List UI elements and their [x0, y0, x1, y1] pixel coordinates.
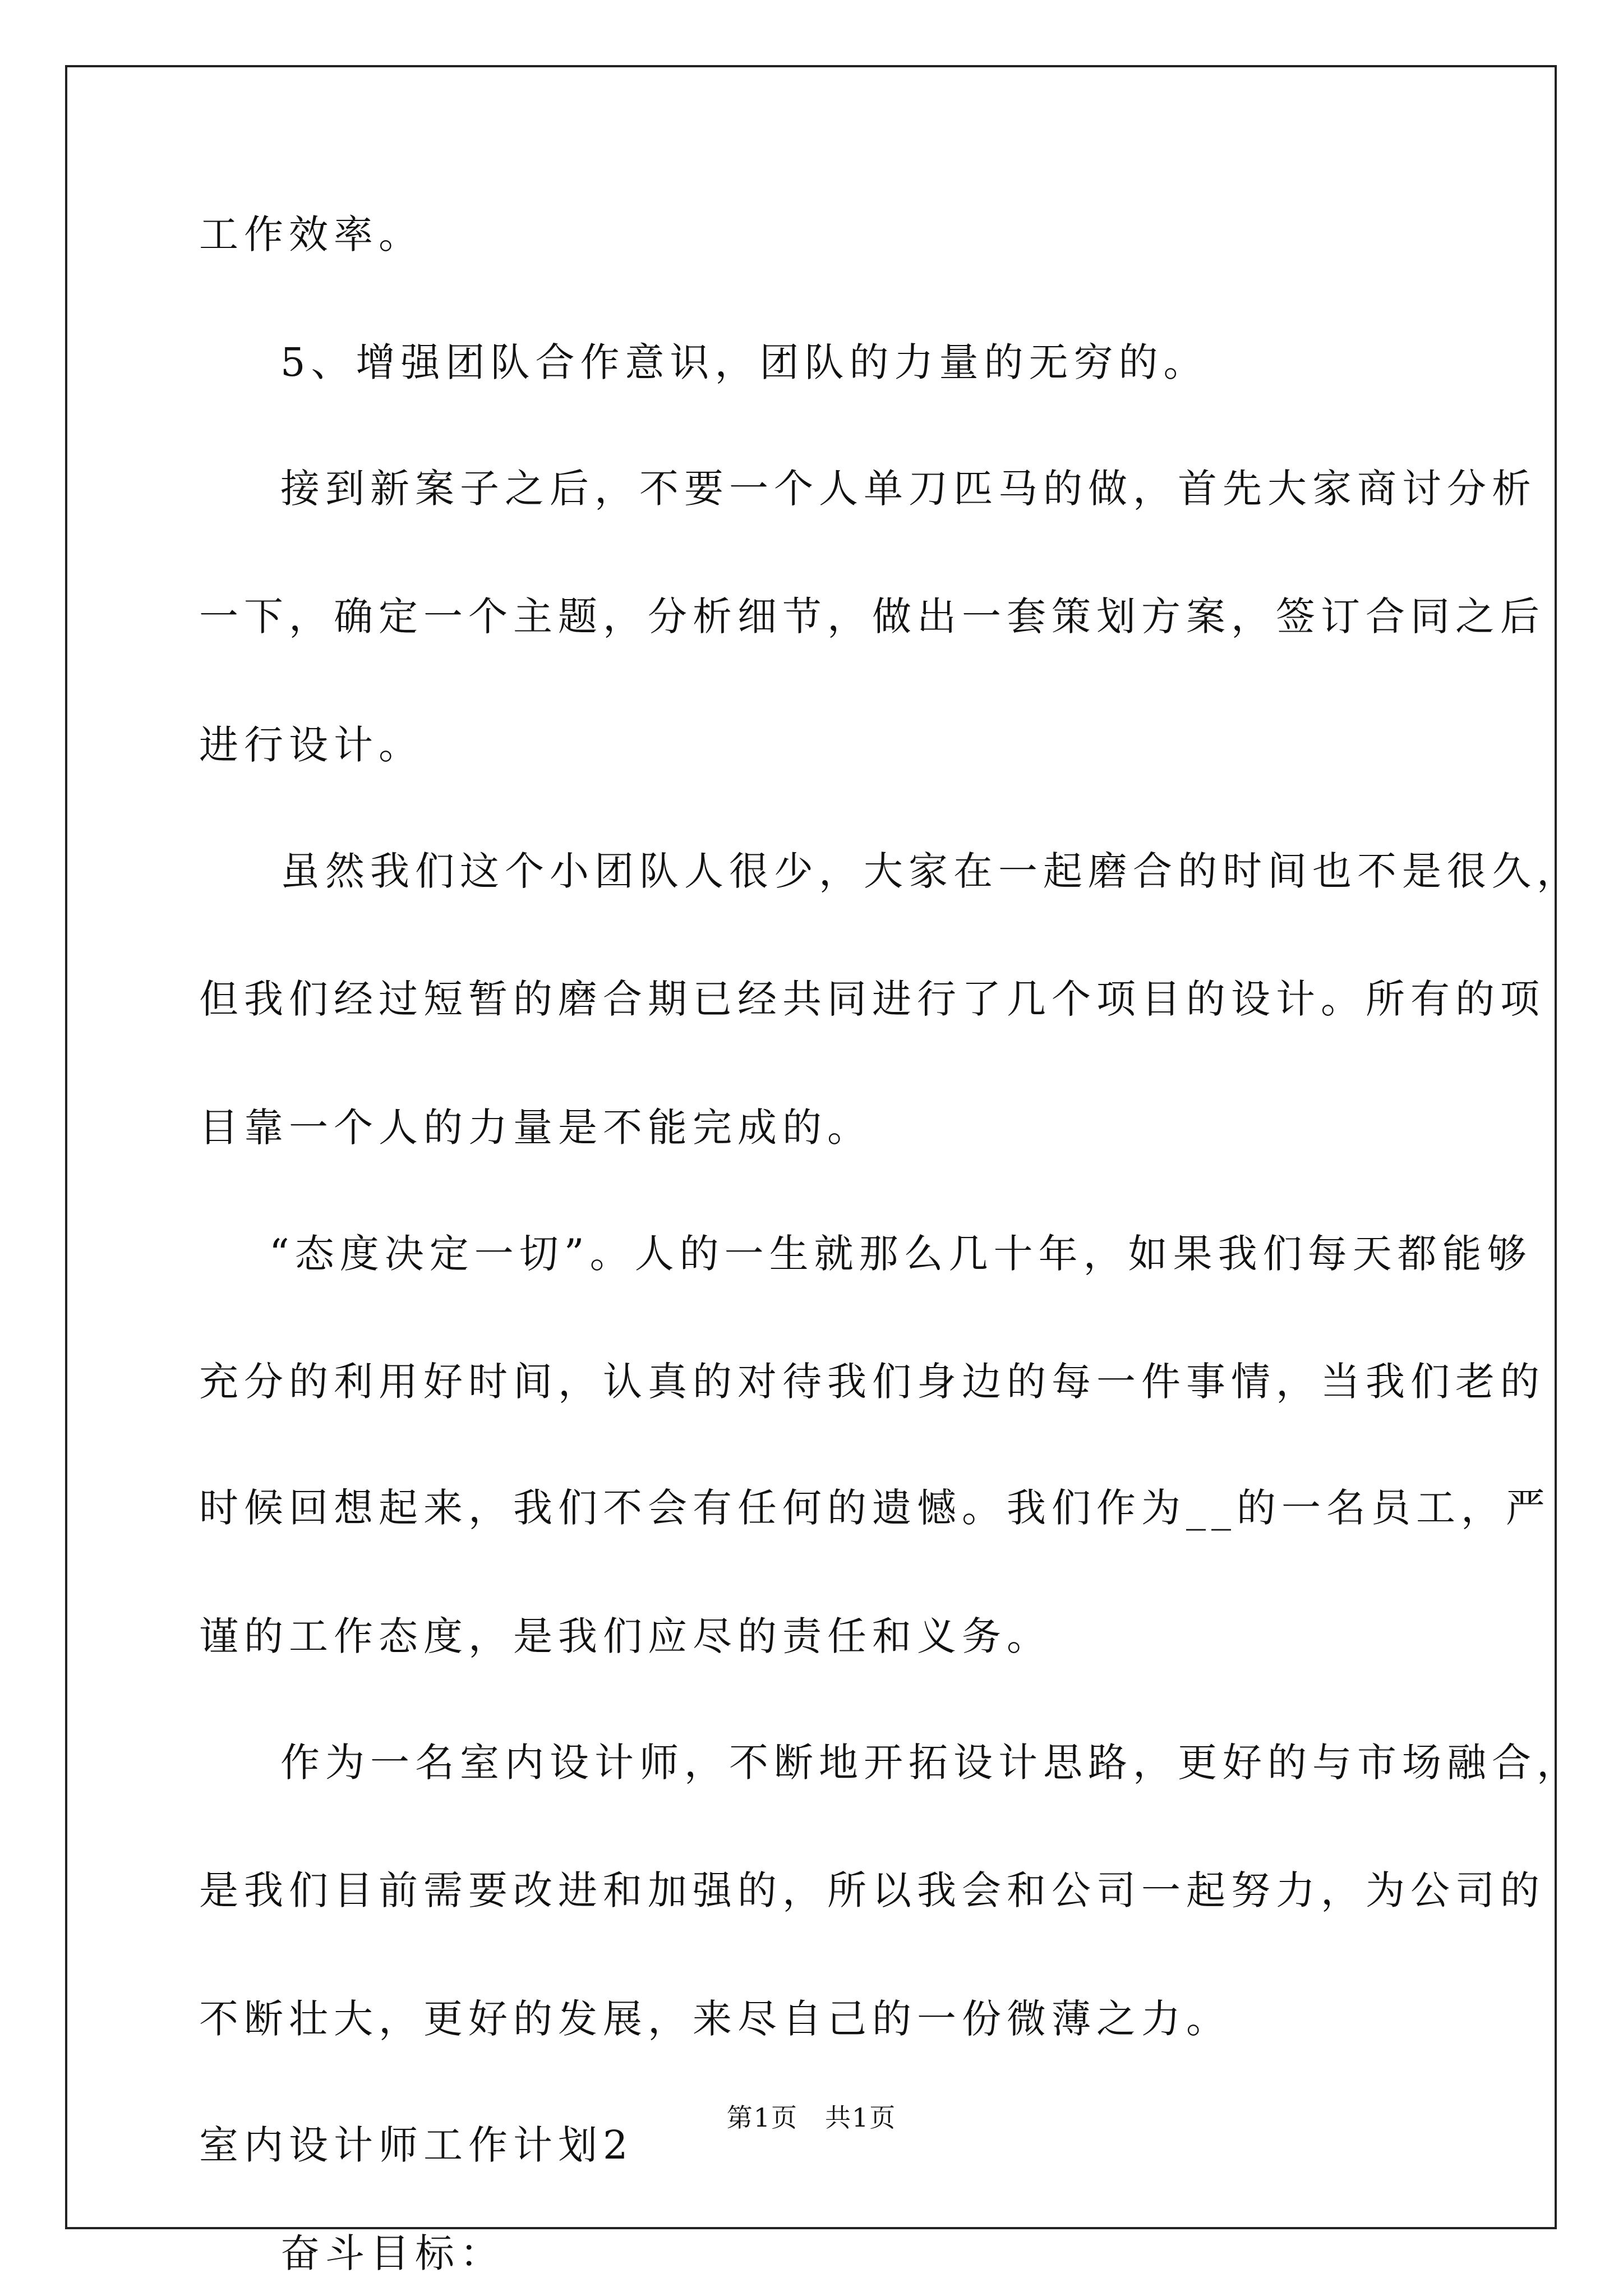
- text-line: 一下，确定一个主题，分析细节，做出一套策划方案，签订合同之后: [199, 593, 1545, 639]
- text-line: 时候回想起来，我们不会有任何的遗憾。我们作为__的一名员工，严: [199, 1485, 1551, 1531]
- text-line: 接到新案子之后，不要一个人单刀匹马的做，首先大家商讨分析: [280, 466, 1537, 512]
- text-line: 奋斗目标：: [280, 2230, 505, 2276]
- text-line: 目靠一个人的力量是不能完成的。: [199, 1105, 872, 1151]
- text-line: 工作效率。: [199, 211, 423, 257]
- page-footer: 第1页 共1页: [726, 2102, 897, 2133]
- text-line: 虽然我们这个小团队人很少，大家在一起磨合的时间也不是很久，: [280, 848, 1581, 894]
- text-line: 是我们目前需要改进和加强的，所以我会和公司一起努力，为公司的: [199, 1867, 1545, 1913]
- text-line: 不断壮大，更好的发展，来尽自己的一份微薄之力。: [199, 1996, 1231, 2042]
- text-line: “态度决定一切”。人的一生就那么几十年，如果我们每天都能够: [269, 1231, 1532, 1277]
- text-line: 谨的工作态度，是我们应尽的责任和义务。: [199, 1613, 1052, 1659]
- text-line: 进行设计。: [199, 722, 423, 768]
- text-line: 充分的利用好时间，认真的对待我们身边的每一件事情，当我们老的: [199, 1359, 1545, 1405]
- text-line: 5、增强团队合作意识，团队的力量的无穷的。: [280, 339, 1209, 385]
- section-heading: 室内设计师工作计划2: [199, 2122, 634, 2168]
- text-line: 作为一名室内设计师，不断地开拓设计思路，更好的与市场融合，: [280, 1740, 1581, 1786]
- text-line: 但我们经过短暂的磨合期已经共同进行了几个项目的设计。所有的项: [199, 976, 1545, 1022]
